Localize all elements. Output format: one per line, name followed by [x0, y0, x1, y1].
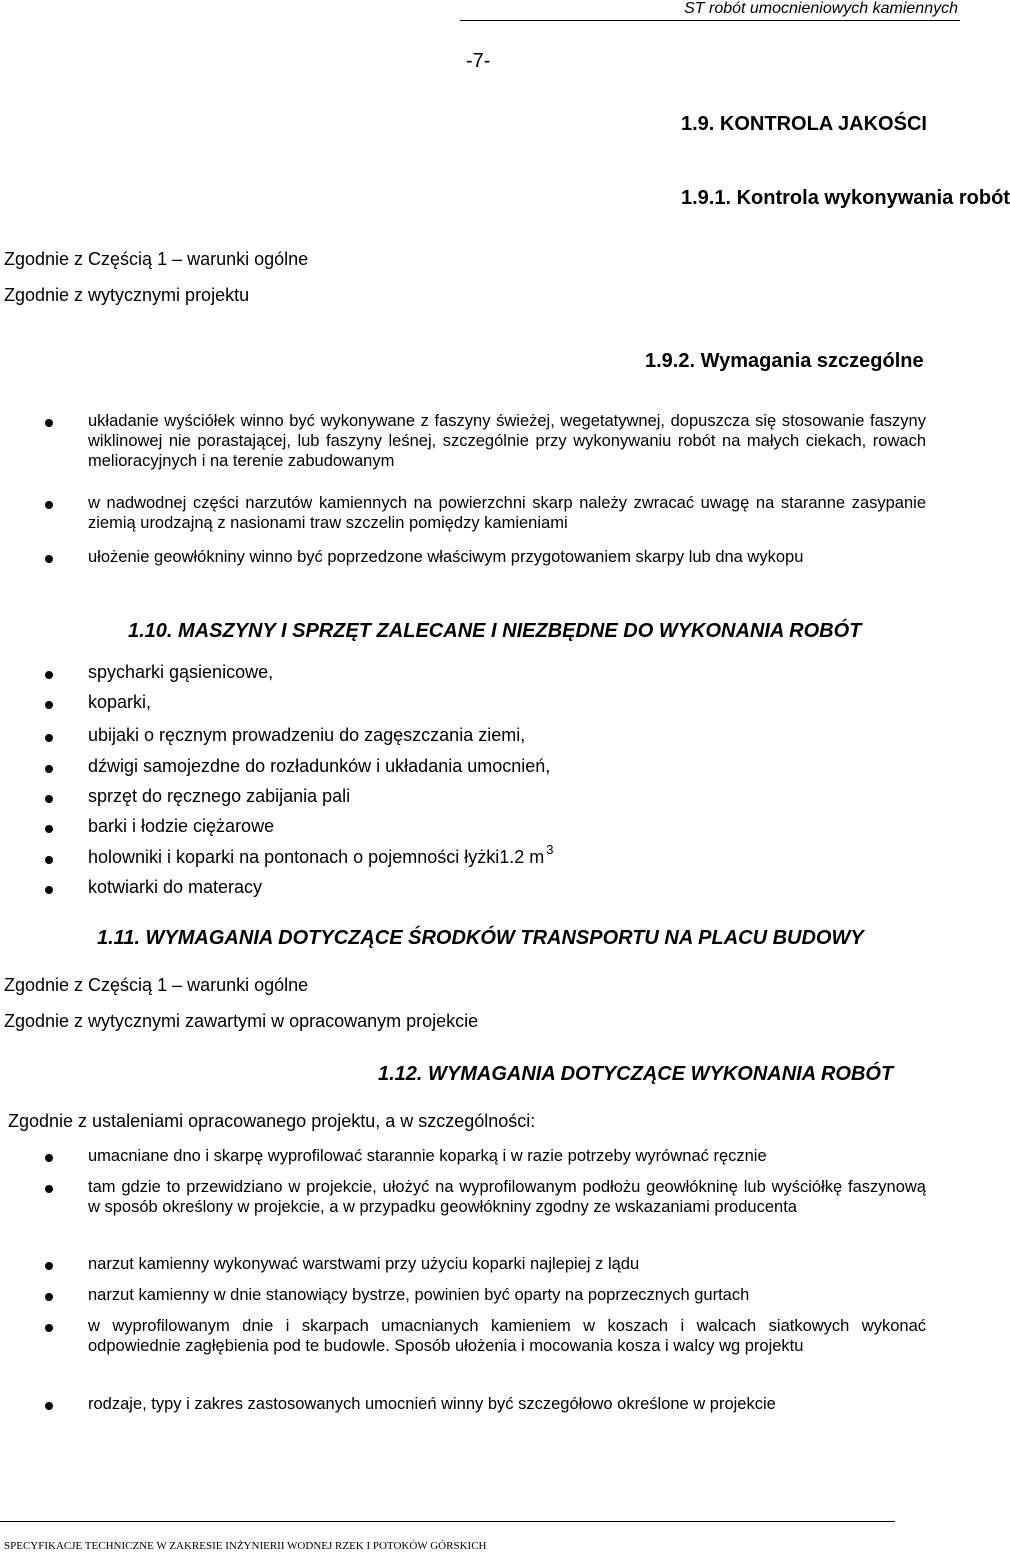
list-item: spycharki gąsienicowe, — [88, 662, 274, 682]
list-item: rodzaje, typy i zakres zastosowanych umocnień winny być szczegółowo określone w projekcie — [88, 1395, 776, 1413]
bullet-icon — [45, 1402, 53, 1410]
subsection-heading-1-9-1: 1.9.1. Kontrola wykonywania robót — [681, 187, 1010, 209]
subsection-heading-1-9-2: 1.9.2. Wymagania szczególne — [645, 350, 924, 372]
list-item — [88, 842, 554, 868]
list-item: układanie wyściółek winno być wykonywane z faszyny świeżej, wegetatywnej, dopuszcza się stosowanie faszyny wiklinowej nie porastającej, lub faszyny leśnej, szczególnie przy wykonywaniu robót na małych ciekach, rowach melioracyjnych i na terenie zabudowanym — [88, 412, 926, 470]
section-heading-1-9: 1.9. KONTROLA JAKOŚCI — [681, 113, 927, 135]
bullet-icon — [45, 671, 53, 679]
bullet-icon — [45, 734, 53, 742]
bullet-icon — [45, 1324, 53, 1332]
list-item: dźwigi samojezdne do rozładunków i układania umocnień, — [88, 756, 551, 776]
bullet-icon — [45, 701, 53, 709]
section-heading-1-12: 1.12. WYMAGANIA DOTYCZĄCE WYKONANIA ROBÓT — [378, 1063, 894, 1085]
footer-rule — [0, 1521, 895, 1522]
bullet-icon — [45, 856, 53, 864]
list-item: ułożenie geowłókniny winno być poprzedzone właściwym przygotowaniem skarpy lub dna wykopu — [88, 548, 804, 566]
list-item-text: holowniki i koparki na pontonach o pojemności łyżki1.2 m — [88, 847, 545, 867]
bullet-icon — [45, 555, 53, 563]
list-item: w nadwodnej części narzutów kamiennych na powierzchni skarp należy zwracać uwagę na staranne zasypanie ziemią urodzajną z nasionami traw szczelin pomiędzy kamieniami — [88, 494, 926, 532]
bullet-icon — [45, 1185, 53, 1193]
intro-line: Zgodnie z ustaleniami opracowanego projektu, a w szczególności: — [8, 1111, 536, 1131]
list-item: barki i łodzie ciężarowe — [88, 816, 275, 836]
section-heading-1-11: 1.11. WYMAGANIA DOTYCZĄCE ŚRODKÓW TRANSPORTU NA PLACU BUDOWY — [97, 927, 864, 949]
requirement-line: Zgodnie z wytycznymi zawartymi w opracowanym projekcie — [4, 1011, 479, 1031]
bullet-icon — [45, 765, 53, 773]
list-item: kotwiarki do materacy — [88, 877, 263, 897]
requirement-line: Zgodnie z wytycznymi projektu — [4, 285, 250, 305]
bullet-icon — [45, 1293, 53, 1301]
section-heading-1-10: 1.10. MASZYNY I SPRZĘT ZALECANE I NIEZBĘDNE DO WYKONANIA ROBÓT — [128, 620, 862, 642]
list-item: w wyprofilowanym dnie i skarpach umacnianych kamieniem w koszach i walcach siatkowych wykonać odpowiednie zagłębienia pod te budowle. Sposób ułożenia i mocowania kosza i walcy wg projektu — [88, 1317, 926, 1355]
list-item: sprzęt do ręcznego zabijania pali — [88, 786, 351, 806]
bullet-icon — [45, 1154, 53, 1162]
bullet-icon — [45, 795, 53, 803]
document-header-title: ST robót umocnieniowych kamiennych — [684, 0, 958, 17]
requirement-line: Zgodnie z Częścią 1 – warunki ogólne — [4, 975, 309, 995]
bullet-icon — [45, 419, 53, 427]
bullet-icon — [45, 501, 53, 509]
page-number: -7- — [466, 50, 491, 72]
header-rule — [460, 20, 960, 21]
footer-text: SPECYFIKACJE TECHNICZNE W ZAKRESIE INŻYNIERII WODNEJ RZEK I POTOKÓW GÓRSKICH — [4, 1540, 487, 1552]
bullet-icon — [45, 825, 53, 833]
list-item: koparki, — [88, 692, 152, 712]
bullet-icon — [45, 1262, 53, 1270]
list-item: narzut kamienny w dnie stanowiący bystrze, powinien być oparty na poprzecznych gurtach — [88, 1286, 750, 1304]
list-item: umacniane dno i skarpę wyprofilować starannie koparką i w razie potrzeby wyrównać ręcznie — [88, 1147, 767, 1165]
list-item: ubijaki o ręcznym prowadzeniu do zagęszczania ziemi, — [88, 725, 526, 745]
requirement-line: Zgodnie z Częścią 1 – warunki ogólne — [4, 249, 309, 269]
bullet-icon — [45, 886, 53, 894]
list-item: narzut kamienny wykonywać warstwami przy użyciu koparki najlepiej z lądu — [88, 1255, 640, 1273]
superscript: 3 — [546, 842, 554, 857]
list-item: tam gdzie to przewidziano w projekcie, ułożyć na wyprofilowanym podłożu geowłókninę lub wyściółkę faszynową w sposób określony w projekcie, a w przypadku geowłókniny zgodny ze wskazaniami producenta — [88, 1178, 926, 1216]
